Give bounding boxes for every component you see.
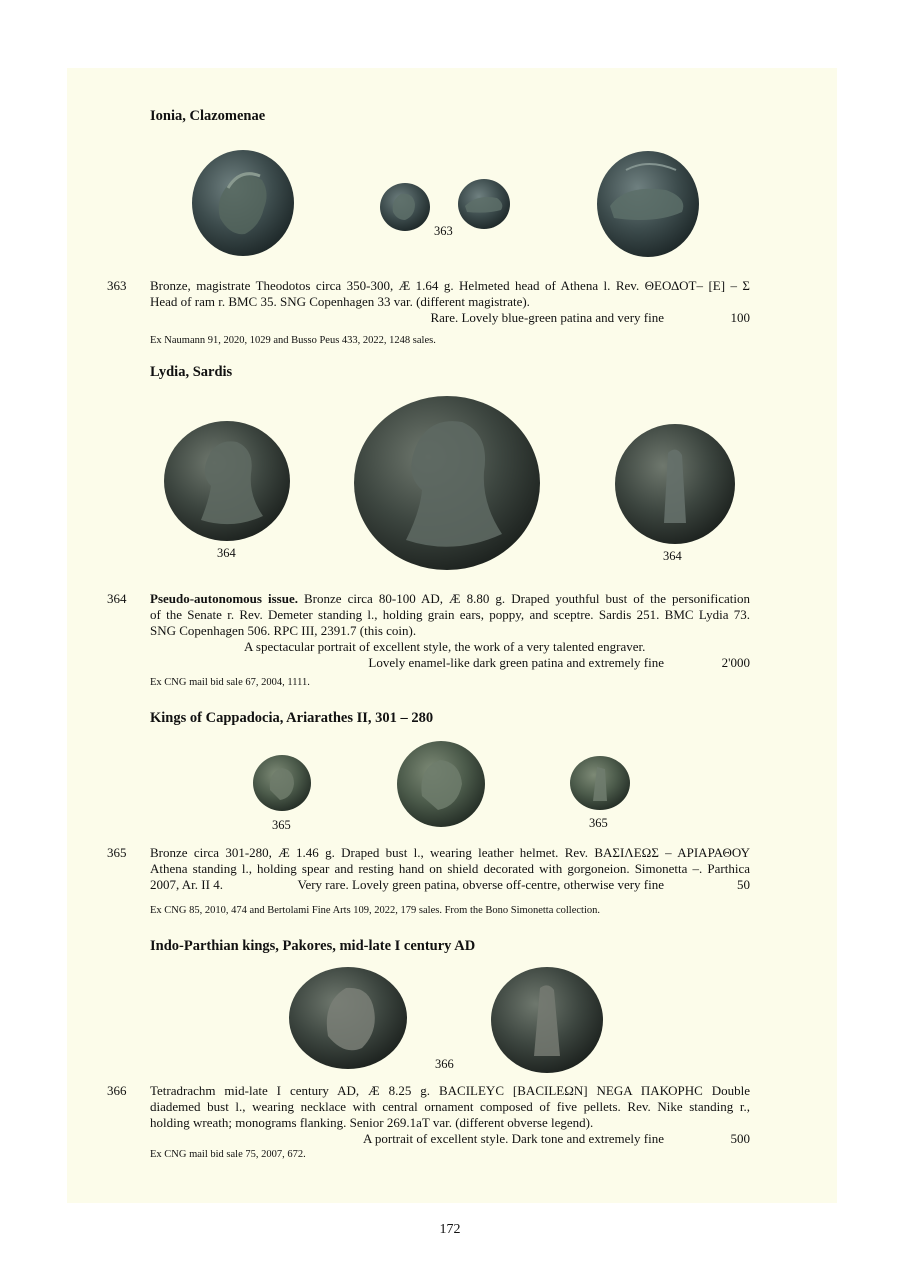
coin-reverse-image <box>614 423 736 545</box>
lot-number: 366 <box>107 1083 127 1098</box>
condition-text: A portrait of excellent style. Dark tone and extremely fine <box>362 1131 664 1146</box>
lot-description <box>150 1083 750 1147</box>
lot-description <box>150 591 750 671</box>
condition-line <box>150 310 750 326</box>
description-line <box>150 591 750 607</box>
section-heading: Ionia, Clazomenae <box>150 108 266 124</box>
coin-obverse-image <box>163 420 291 542</box>
description-line: Head of ram r. BMC 35. SNG Copenhagen 33 var. (different magistrate). <box>150 294 530 309</box>
estimate-price: 2'000 <box>721 655 750 670</box>
lot-title-bold: Pseudo-autonomous issue. <box>150 591 298 606</box>
section-heading: Lydia, Sardis <box>150 364 233 380</box>
coin-obverse-large-image <box>352 394 542 572</box>
coin-lot-label: 364 <box>663 549 682 563</box>
coin-reverse-small-image <box>457 178 511 230</box>
estimate-price: 500 <box>730 1131 750 1146</box>
estimate-price: 50 <box>737 877 750 892</box>
coin-reverse-image <box>596 150 700 258</box>
coin-obverse-image <box>288 966 408 1070</box>
lot-number: 363 <box>107 278 127 293</box>
description-line: Bronze circa 301-280, Æ 1.46 g. Draped bust l., wearing leather helmet. Rev. ΒΑΣΙΛΕΩΣ – ΑΡΙΑΡΑΘΟΥ <box>150 845 750 860</box>
condition-text: Very rare. Lovely green patina, obverse off-centre, otherwise very fine <box>297 877 664 892</box>
coin-obverse-image <box>252 754 312 812</box>
lot-number: 365 <box>107 845 127 860</box>
provenance-note: Ex CNG 85, 2010, 474 and Bertolami Fine Arts 109, 2022, 179 sales. From the Bono Simonetta collection. <box>150 905 601 916</box>
provenance-note: Ex Naumann 91, 2020, 1029 and Busso Peus 433, 2022, 1248 sales. <box>150 335 436 346</box>
coin-obverse-small-image <box>379 182 431 232</box>
coin-obverse-large-image <box>396 740 486 828</box>
remark-line: A spectacular portrait of excellent style, the work of a very talented engraver. <box>244 639 646 654</box>
section-heading: Kings of Cappadocia, Ariarathes II, 301 – 280 <box>150 710 434 726</box>
description-line: Athena standing l., holding spear and resting hand on shield decorated with gorgoneion. Simonetta –. Parthica <box>150 861 750 876</box>
section-heading: Indo-Parthian kings, Pakores, mid-late I century AD <box>150 938 476 954</box>
condition-text: Lovely enamel-like dark green patina and extremely fine <box>368 655 664 670</box>
condition-line <box>150 655 750 671</box>
condition-line <box>150 1131 750 1147</box>
page-number: 172 <box>439 1222 461 1237</box>
coin-lot-label: 366 <box>435 1057 454 1071</box>
coin-reverse-image <box>569 755 631 811</box>
coin-lot-label: 365 <box>272 818 291 832</box>
description-line: Tetradrachm mid-late I century AD, Æ 8.25 g. BACILEYC [BACILEΩN] NEGA ΠΑΚΟΡΗC Double <box>150 1083 750 1098</box>
description-line: diademed bust l., wearing necklace with central ornament composed of five pellets. Rev. Nike standing r., <box>150 1099 750 1114</box>
condition-line <box>298 877 750 893</box>
description-line: SNG Copenhagen 506. RPC III, 2391.7 (this coin). <box>150 623 417 638</box>
provenance-note: Ex CNG mail bid sale 67, 2004, 1111. <box>150 677 310 688</box>
coin-lot-label: 363 <box>434 224 453 238</box>
description-text: 2007, Ar. II 4. <box>150 877 223 892</box>
provenance-note: Ex CNG mail bid sale 75, 2007, 672. <box>150 1149 306 1160</box>
lot-description <box>150 278 750 326</box>
description-text: Bronze circa 80-100 AD, Æ 8.80 g. Draped youthful bust of the personification <box>297 591 751 606</box>
coin-lot-label: 365 <box>589 816 608 830</box>
description-line: holding wreath; monograms flanking. Senior 269.1aT var. (different obverse legend). <box>150 1115 594 1130</box>
coin-lot-label: 364 <box>217 546 236 560</box>
estimate-price: 100 <box>730 310 750 325</box>
description-line: of the Senate r. Rev. Demeter standing l., holding grain ears, poppy, and sceptre. Sardis 251. BMC Lydia 73. <box>150 607 750 622</box>
description-line <box>150 877 750 893</box>
lot-number: 364 <box>107 591 127 606</box>
coin-obverse-image <box>190 148 296 258</box>
coin-reverse-image <box>490 966 604 1074</box>
lot-description <box>150 845 750 893</box>
condition-text: Rare. Lovely blue-green patina and very fine <box>430 310 664 325</box>
description-line: Bronze, magistrate Theodotos circa 350-300, Æ 1.64 g. Helmeted head of Athena l. Rev. ΘΕΟΔΟΤ– [Ε] – Σ <box>150 278 750 293</box>
